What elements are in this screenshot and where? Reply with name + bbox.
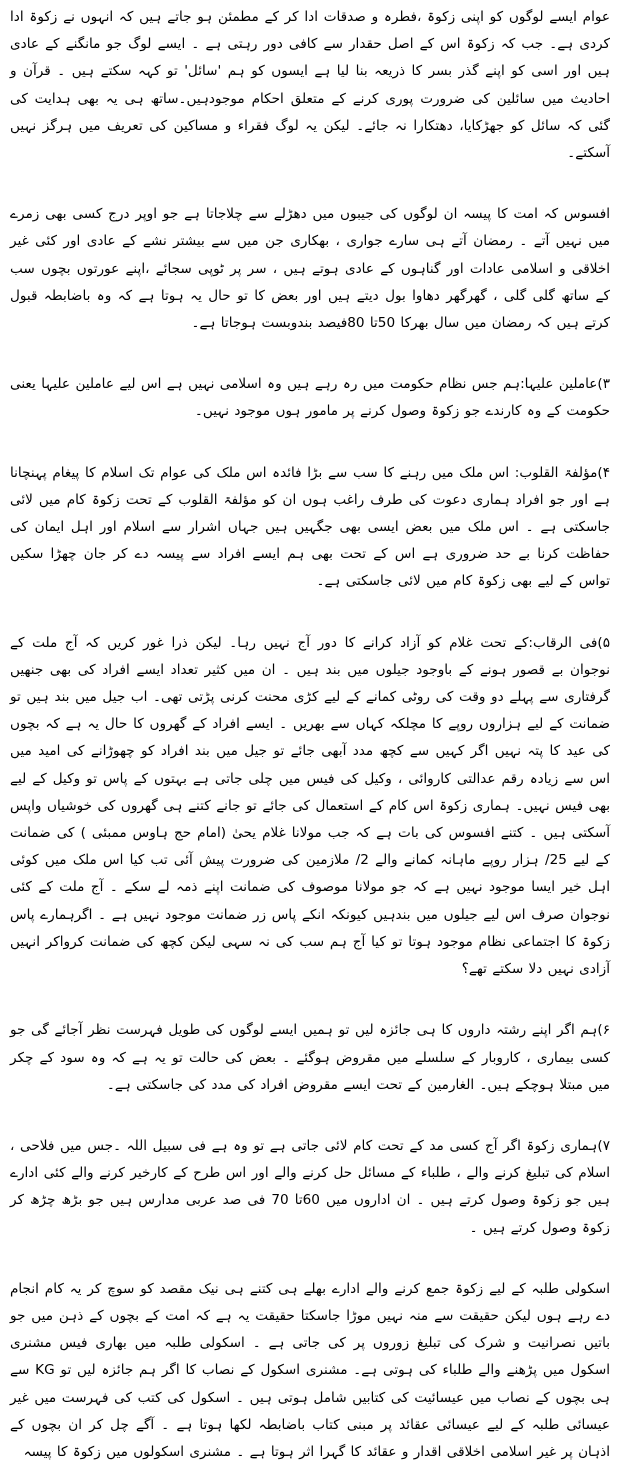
paragraph-school-students: اسکولی طلبہ کے لیے زکوۃ جمع کرنے والے ادارے بھلے ہی کتنے ہی نیک مقصد کو سوچ کر یہ کام انجام دے رہے ہوں لیکن حقیقت سے منہ نہیں موڑا جاسکتا حقیقت یہ ہے کہ امت کے بچوں کے ذہن میں جو باتیں نصرانیت و شرک کی تبلیغ زوروں پر کی جاتی ہے ۔ اسکولی طلبہ میں بھاری فیس مشنری اسکول میں پڑھنے والے طلباء کی ہوتی ہے۔ مشنری اسکول کے نصاب کا اگر ہم جائزہ لیں تو KG سے ہی بچوں کے نصاب میں عیسائیت کی کتابیں شامل ہوتی ہیں ۔ اسکول کی کتب کی فہرست میں غیر عیسائی طلبہ کے لیے عیسائی عقائد پر مبنی کتاب باضابطہ لکھا ہوتا ہے ۔ آگے چل کر ان بچوں کے اذہان پر غیر اسلامی اخلاقی اقدار و عقائد کا گہرا اثر ہوتا ہے ۔ مشنری اسکولوں میں زکوۃ کا پیسہ bbox=[10, 1280, 610, 1460]
paragraph-al-gharimin: ۶)ہم اگر اپنے رشتہ داروں کا ہی جائزہ لیں تو ہمیں ایسے لوگوں کی طویل فہرست نظر آجائے گی جو کسی بیماری ، کاروبار کے سلسلے میں مقروض ہوگئے ۔ بعض کی حالت تو یہ ہے کہ وہ سود کے چکر میں مبتلا ہوچکے ہیں۔ الغارمین کے تحت ایسے مقروض افراد کی مدد کی جاسکتی ہے۔ bbox=[10, 1022, 610, 1093]
paragraph-amilin-alayha: ۳)عاملین علیہا:ہم جس نظام حکومت میں رہ رہے ہیں وہ اسلامی نہیں ہے اس لیے عاملین علیہا یعنی حکومت کے وہ کارندے جو زکوۃ وصول کرنے پر مامور ہوں موجود نہیں۔ bbox=[10, 376, 610, 420]
paragraph-fi-al-riqab: ۵)فی الرقاب:کے تحت غلام کو آزاد کرانے کا دور آج نہیں رہا۔ لیکن ذرا غور کریں کہ آج ملت کے نوجوان بے قصور ہونے کے باوجود جیلوں میں بند ہیں ۔ ان میں کثیر تعداد ایسے افراد کی بھی جنھیں گرفتاری سے پہلے دو وقت کی روٹی کمانے کے لیے کڑی محنت کرنی پڑتی تھی۔ اب جیل میں بند ہیں تو ضمانت کے لیے ہزاروں روپے کا مچلکہ کہاں سے بھریں ۔ ایسے افراد کے گھروں کا حال یہ ہے کہ بچوں کی عید کا پتہ نہیں اگر کہیں سے کچھ مدد آبھی جائے تو جیل میں بند افراد کو چھوڑانے کی امید میں اس سے زیادہ رقم عدالتی کاروائی ، وکیل کی فیس میں چلی جاتی ہے بہتوں کے پاس تو وکیل کے لیے بھی فیس نہیں۔ ہماری زکوۃ اس کام کے استعمال کی جائے تو جانے کتنے ہی گھروں کی خوشیاں واپس آسکتی ہیں ۔ کتنے افسوس کی بات ہے کہ جب مولانا غلام یحیٰ (امام حج ہاوس ممبئی ) کی ضمانت کے لیے 25/ ہزار روپے ماہانہ کمانے والے 2/ ملازمین کی ضرورت پیش آئی تب کیا اس ملک میں کوئی اہل خیر ایسا موجود نہیں ہے کہ جو مولانا موصوف کی ضمانت اپنے ذمہ لے سکے ۔ آج ملت کے کئی نوجوان صرف اس لیے جیلوں میں بندہیں کیونکہ انکے پاس زر ضمانت موجود نہیں ہے ۔ اگرہمارے پاس زکوۃ کا اجتماعی نظام موجود ہوتا تو کیا آج ہم سب کی نہ سہی لیکن کچھ کی ضمانت کرواکر انہیں آزادی نہیں دلا سکتے تھے؟ bbox=[10, 634, 610, 978]
paragraph-fi-sabilillah: ۷)ہماری زکوۃ اگر آج کسی مد کے تحت کام لائی جاتی ہے تو وہ ہے فی سبیل اللہ ۔جس میں فلاحی ، اسلام کی تبلیغ کرنے والے ، طلباء کے مسائل حل کرنے والے اور اس طرح کے کارخیر کرنے والے کئی ادارے ہیں جو زکوۃ وصول کرتے ہیں ۔ ان اداروں میں 60تا 70 فی صد عربی مدارس ہیں جو بڑھ چڑھ کر زکوۃ وصول کرتے ہیں ۔ bbox=[10, 1137, 610, 1236]
paragraph-street-beggars: عوام ایسے لوگوں کو اپنی زکوۃ ،فطرہ و صدقات ادا کر کے مطمئن ہو جاتے ہیں کہ انہوں نے زکوۃ ادا کردی ہے۔ جب کہ زکوۃ اس کے اصل حقدار سے کافی دور رہتی ہے ۔ ایسے لوگ جو مانگنے کے عادی ہیں اور اسی کو اپنے گذر بسر کا ذریعہ بنا لیا ہے ایسوں کو ہم 'سائل' تو کہہ سکتے ہیں ۔ قرآن و احادیث میں سائلین کی ضرورت پوری کرنے کے متعلق احکام موجودہیں۔ساتھ ہی یہ بھی ہدایت کی گئی کہ سائل کو جھڑکایا، دھتکارا نہ جائے۔ لیکن یہ لوگ فقراء و مساکین کی تعریف میں ہرگز نہیں آسکتے۔ bbox=[10, 9, 610, 162]
paragraph-muallafat-al-qulub: ۴)مؤلفۃ القلوب: اس ملک میں رہنے کا سب سے بڑا فائدہ اس ملک کی عوام تک اسلام کا پیغام پہنچانا ہے اور جو افراد ہماری دعوت کی طرف راغب ہوں ان کو مؤلفۃ القلوب کے تحت زکوۃ کام میں لائی جاسکتی ہے ۔ اس ملک میں بعض ایسی بھی جگہیں ہیں جہاں اشرار سے اسلام اور اہل ایمان کی حفاظت کرنا بے حد ضروری ہے اس کے تحت بھی ہم ایسے افراد سے پیسہ دے کر جان چھڑا سکیں تواس کے لیے بھی زکوۃ کام میں لائی جاسکتی ہے۔ bbox=[10, 464, 610, 590]
paragraph-ramadan-beggars: افسوس کہ امت کا پیسہ ان لوگوں کی جیبوں میں دھڑلے سے چلاجاتا ہے جو اوپر درج کسی بھی زمرے میں نہیں آتے ۔ رمضان آتے ہی سارے جواری ، بھکاری جن میں سے بیشتر نشے کے عادی اور کئی غیر اخلاقی و اسلامی عادات اور گناہوں کے عادی ہوتے ہیں ، سر پر ٹوپی سجائے ،اپنے عورتوں بچوں سب کے ساتھ گلی گلی ، گھرگھر دھاوا بول دیتے ہیں اور بعض کا تو حال یہ ہوتا ہے کہ وہ باضابطہ قبول کرتے ہیں کہ رمضان میں سال بھرکا 50تا 80فیصد بندوبست ہوجاتا ہے۔ bbox=[10, 206, 610, 332]
